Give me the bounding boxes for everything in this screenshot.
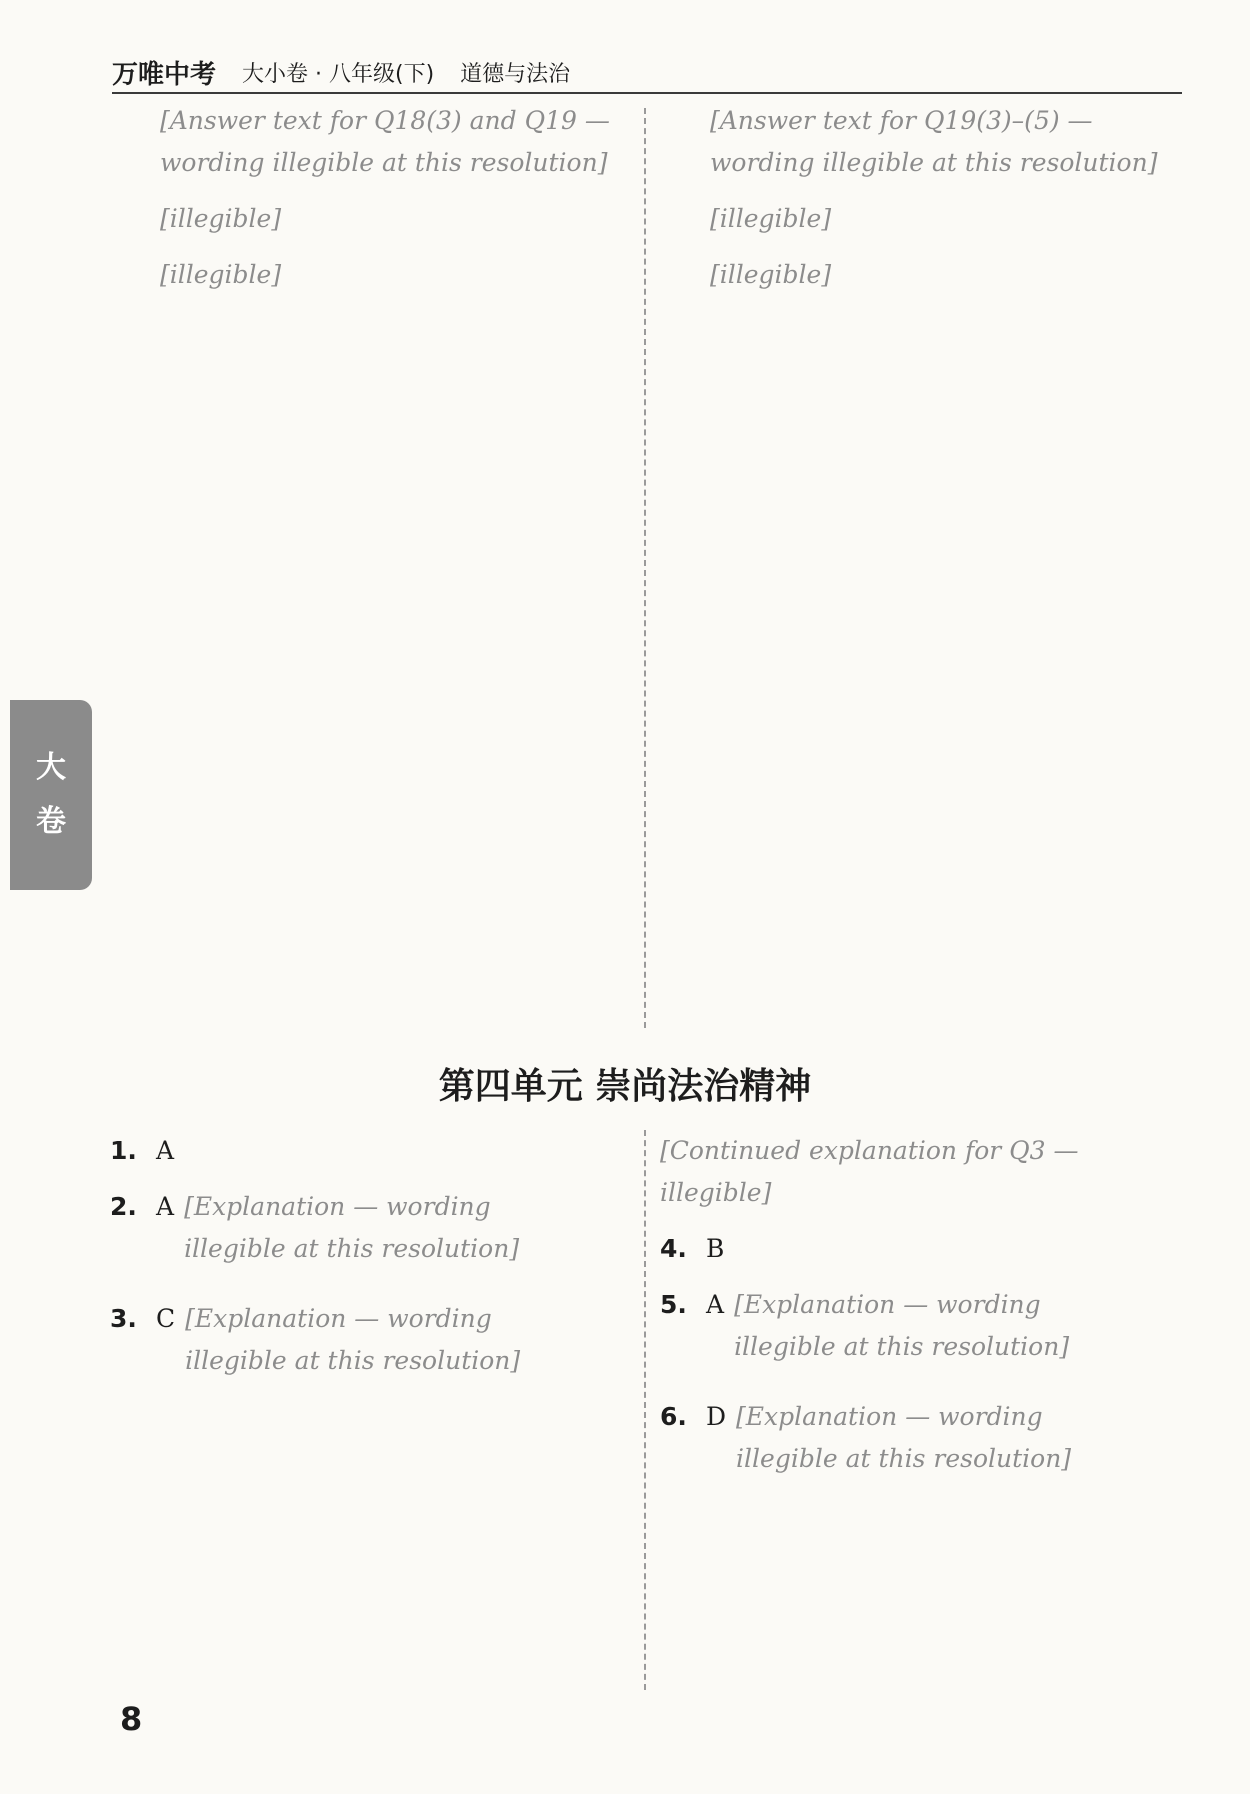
column-divider: [644, 1130, 646, 1690]
item-answer: C: [156, 1304, 176, 1333]
answer-paragraph: [illegible]: [710, 204, 832, 233]
item-explanation: [Explanation — wording illegible at this resolution]: [185, 1304, 521, 1375]
answer-item: [660, 1284, 1130, 1382]
answer-item: [110, 1130, 580, 1172]
item-answer: A: [156, 1136, 175, 1165]
item-number: 1.: [110, 1136, 137, 1165]
item-answer: A: [156, 1192, 175, 1221]
side-tab-char-2: 卷: [36, 804, 66, 839]
page-number: 8: [120, 1700, 143, 1738]
book-title: 大小卷 · 八年级(下): [242, 61, 435, 87]
side-tab-char-1: 大: [36, 750, 66, 785]
item-number: 5.: [660, 1290, 687, 1319]
answer-paragraph: [illegible]: [160, 260, 282, 289]
answer-paragraph: [Answer text for Q19(3)–(5) — wording illegible at this resolution]: [710, 106, 1158, 177]
answer-item: [110, 1298, 580, 1396]
column-divider: [644, 108, 646, 1028]
item-explanation: [Explanation — wording illegible at this resolution]: [184, 1192, 520, 1263]
answer-item: [660, 1228, 1130, 1270]
answer-item: [660, 1396, 1130, 1494]
item-number: 6.: [660, 1402, 687, 1431]
item-answer: A: [706, 1290, 725, 1319]
answer-paragraph: [illegible]: [160, 204, 282, 233]
item-number: 3.: [110, 1304, 137, 1333]
item-number: 4.: [660, 1234, 687, 1263]
upper-left-column: [160, 100, 630, 310]
answer-paragraph: [Answer text for Q18(3) and Q19 — wording illegible at this resolution]: [160, 106, 610, 177]
lower-right-column: [660, 1130, 1130, 1508]
item-explanation: [Explanation — wording illegible at this resolution]: [736, 1402, 1072, 1473]
brand-name: 万唯中考: [112, 59, 217, 90]
lower-left-column: [110, 1130, 580, 1410]
subject-title: 道德与法治: [460, 61, 571, 87]
item-answer: B: [706, 1234, 725, 1263]
item-explanation: [Explanation — wording illegible at this resolution]: [734, 1290, 1070, 1361]
side-tab: [10, 700, 92, 890]
item-number: 2.: [110, 1192, 137, 1221]
item-answer: D: [706, 1402, 727, 1431]
continued-explanation: [Continued explanation for Q3 — illegible]: [660, 1136, 1079, 1207]
answer-paragraph: [illegible]: [710, 260, 832, 289]
answer-item: [110, 1186, 580, 1284]
page-header: [112, 52, 1182, 94]
section-title: 第四单元 崇尚法治精神: [438, 1066, 812, 1107]
upper-right-column: [710, 100, 1180, 310]
